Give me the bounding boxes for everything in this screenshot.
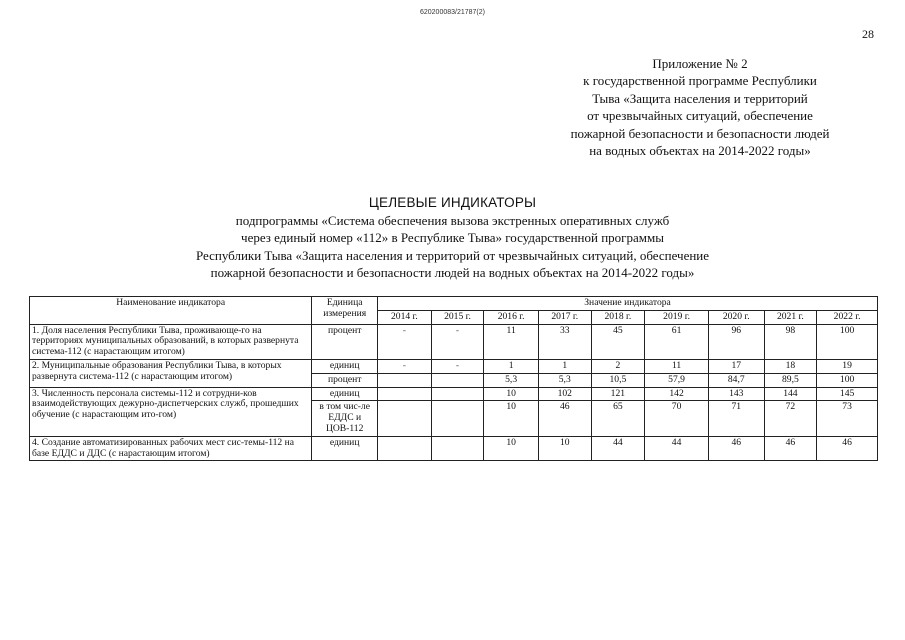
indicator-value [378,401,432,436]
indicator-name: 4. Создание автоматизированных рабочих мест сис-темы-112 на базе ЕДДС и ДДС (с нарастающим итогом) [30,436,312,461]
indicator-value: 18 [764,359,817,373]
appendix-line: пожарной безопасности и безопасности людей [570,125,830,141]
header-year: 2021 г. [764,310,817,324]
indicator-value: 11 [484,324,539,359]
appendix-line: к государственной программе Республики [583,73,817,89]
indicator-value [431,401,484,436]
indicator-value: 46 [764,436,817,461]
page-number: 28 [862,27,874,41]
indicator-value: 145 [817,387,878,401]
indicator-value: 89,5 [764,373,817,387]
indicator-value: 102 [538,387,591,401]
header-year: 2014 г. [378,310,432,324]
indicator-unit: процент [312,373,378,387]
table-row [30,436,878,461]
indicator-value: 1 [538,359,591,373]
header-values: Значение индикатора [378,297,878,311]
indicator-value [431,387,484,401]
indicator-value: 10,5 [591,373,645,387]
indicator-value: 72 [764,401,817,436]
appendix-line: на водных объектах на 2014-2022 годы» [589,143,811,159]
indicator-value: 61 [645,324,709,359]
indicator-value: - [378,359,432,373]
indicator-value: - [431,359,484,373]
indicator-value [378,387,432,401]
indicator-value: 45 [591,324,645,359]
title-block [0,194,905,282]
indicator-value: 2 [591,359,645,373]
indicator-value: 96 [708,324,764,359]
indicator-value: 73 [817,401,878,436]
table-row [30,359,878,373]
indicator-value: - [431,324,484,359]
subtitle-line: через единый номер «112» в Республике Тыва» государственной программы [241,230,664,246]
indicator-value: 84,7 [708,373,764,387]
indicator-value: 57,9 [645,373,709,387]
subtitle-line: подпрограммы «Система обеспечения вызова экстренных оперативных служб [235,212,670,228]
indicators-table [29,296,878,461]
appendix-line: Тыва «Защита населения и территорий [592,90,808,106]
indicator-value: 144 [764,387,817,401]
header-year: 2022 г. [817,310,878,324]
indicator-value: 143 [708,387,764,401]
indicator-value: 44 [591,436,645,461]
indicator-value [431,436,484,461]
indicator-name: 1. Доля населения Республики Тыва, проживающе-го на территориях муниципальных образований, в которых развернута система-112 (с нарастающим итогом) [30,324,312,359]
indicator-value: 98 [764,324,817,359]
indicator-value: 71 [708,401,764,436]
indicator-value: - [378,324,432,359]
header-year: 2016 г. [484,310,539,324]
indicator-value: 44 [645,436,709,461]
indicator-value: 46 [817,436,878,461]
indicator-value: 46 [708,436,764,461]
indicator-value: 17 [708,359,764,373]
indicator-name: 3. Численность персонала системы-112 и сотрудни-ков взаимодействующих дежурно-диспетчерских служб, прошедших обучение (с нарастающим ито-гом) [30,387,312,436]
indicator-value: 10 [484,401,539,436]
indicator-value: 65 [591,401,645,436]
header-indicator-name: Наименование индикатора [30,297,312,325]
indicator-unit: единиц [312,436,378,461]
indicator-value: 1 [484,359,539,373]
indicator-value: 100 [817,373,878,387]
indicator-name: 2. Муниципальные образования Республики Тыва, в которых развернута система-112 (с нарастающим итогом) [30,359,312,387]
document-title: ЦЕЛЕВЫЕ ИНДИКАТОРЫ [368,195,537,210]
appendix-line: от чрезвычайных ситуаций, обеспечение [587,108,813,124]
table-row [30,324,878,359]
subtitle-line: Республики Тыва «Защита населения и территорий от чрезвычайных ситуаций, обеспечение [195,247,710,263]
indicator-value: 11 [645,359,709,373]
header-year: 2019 г. [645,310,709,324]
subtitle-line: пожарной безопасности и безопасности людей на водных объектах на 2014-2022 годы» [210,265,695,281]
indicator-value: 10 [538,436,591,461]
table-row [30,387,878,401]
indicator-value: 142 [645,387,709,401]
indicator-unit: в том чис-ле ЕДДС и ЦОВ-112 [312,401,378,436]
indicator-value: 100 [817,324,878,359]
indicator-value [378,373,432,387]
table-body [30,324,878,461]
indicator-value [378,436,432,461]
indicator-unit: процент [312,324,378,359]
indicator-unit: единиц [312,387,378,401]
indicator-value: 19 [817,359,878,373]
indicator-value: 121 [591,387,645,401]
indicator-value: 46 [538,401,591,436]
header-year: 2017 г. [538,310,591,324]
header-year: 2018 г. [591,310,645,324]
indicator-value: 5,3 [484,373,539,387]
indicator-unit: единиц [312,359,378,373]
appendix-line: Приложение № 2 [652,56,748,71]
indicator-value: 10 [484,387,539,401]
header-year: 2020 г. [708,310,764,324]
header-year: 2015 г. [431,310,484,324]
header-unit: Единица измерения [312,297,378,325]
indicator-value: 5,3 [538,373,591,387]
document-id: 620200083/21787(2) [419,9,485,16]
appendix-header [535,55,865,159]
indicator-value: 33 [538,324,591,359]
indicator-value [431,373,484,387]
indicator-value: 70 [645,401,709,436]
indicator-value: 10 [484,436,539,461]
